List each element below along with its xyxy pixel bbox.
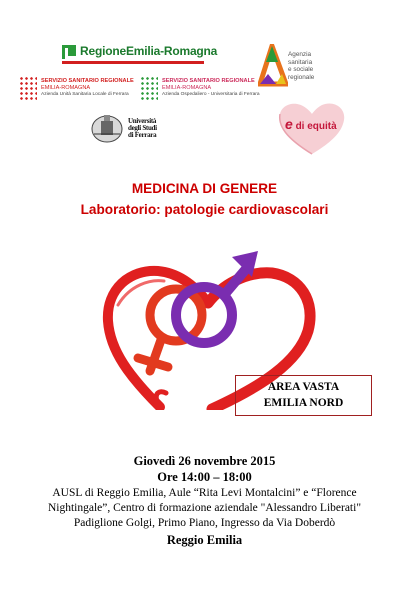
equita-label: di equità [295,121,337,132]
area-vasta-line1: AREA VASTA [267,381,340,393]
ssr-aou-ferrara-logo [140,74,260,106]
agenzia-text [288,51,314,81]
ssr-dots-icon [140,76,158,100]
ssr-right-line3: Azienda Ospedaliero - Universitaria di Ferrara [162,92,260,97]
regione-emilia-romagna-logo [62,44,218,66]
universita-line1: Università [128,117,157,125]
page-subtitle: Laboratorio: patologie cardiovascolari [80,202,329,217]
universita-line3: di Ferrara [128,130,157,139]
regione-mark-icon [62,45,76,59]
equita-letter: e [285,116,293,132]
female-symbol-icon [138,289,202,371]
universita-ferrara-logo [90,112,190,144]
ssr-left-line2: EMILIA-ROMAGNA [41,85,91,91]
area-vasta-box [235,375,372,416]
event-date: Giovedì 26 novembre 2015 [133,454,276,468]
agenzia-line1: Agenzia [288,51,312,58]
regione-logo-text: RegioneEmilia-Romagna [80,44,218,58]
event-venue-line2: Nightingale”, Centro di formazione aziendale "Alessandro Liberati" [47,502,362,514]
university-crest-icon [90,112,124,144]
ssr-dots-icon [19,76,37,100]
universita-line2: degli Studi [128,123,157,132]
agenzia-sanitaria-logo [258,44,334,90]
agenzia-line2: sanitaria [288,58,313,66]
event-city: Reggio Emilia [166,533,243,547]
ssr-ausl-ferrara-logo [19,74,139,106]
ssr-right-line2: EMILIA-ROMAGNA [162,85,212,91]
ssr-left-line3: Azienda Unità Sanitaria Locale di Ferrara [41,92,129,97]
agenzia-line4: regionale [288,73,315,81]
agenzia-line3: e sociale [288,66,314,73]
equita-logo [276,100,348,156]
event-venue-line1: AUSL di Reggio Emilia, Aule “Rita Levi Montalcini” e “Florence [52,487,357,499]
agenzia-triangle-icon [258,44,288,90]
regione-logo-rule [62,61,204,64]
universita-text [128,118,157,138]
ssr-right-line1: SERVIZIO SANITARIO REGIONALE [162,78,255,84]
event-time: Ore 14:00 – 18:00 [157,470,252,484]
equita-text [285,116,337,132]
page-title: MEDICINA DI GENERE [131,181,278,196]
area-vasta-line2: EMILIA NORD [263,397,344,409]
ssr-left-line1: SERVIZIO SANITARIO REGIONALE [41,78,134,84]
event-venue-line3: Padiglione Golgi, Primo Piano, Ingresso da Via Doberdò [73,517,336,529]
